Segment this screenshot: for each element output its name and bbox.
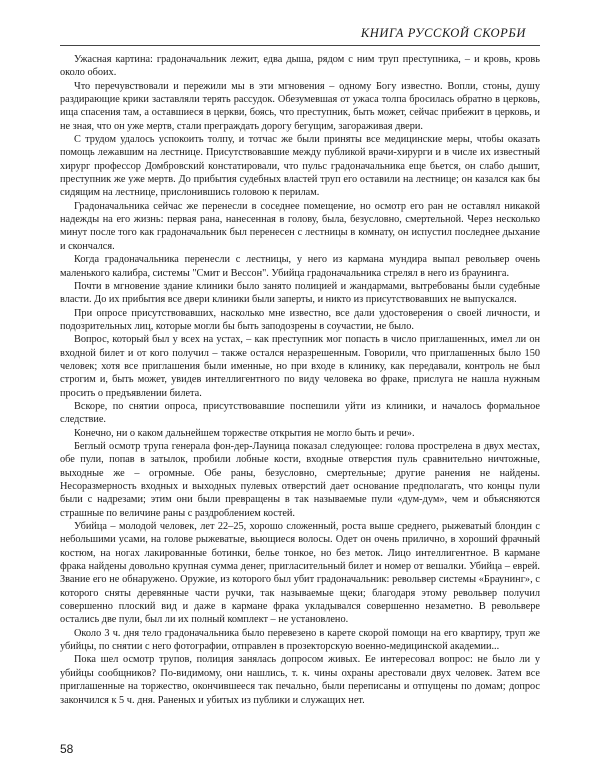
paragraph: Вскоре, по снятии опроса, присутствовавшие поспешили уйти из клиники, и началось формальное следствие.: [60, 400, 540, 426]
paragraph: Градоначальника сейчас же перенесли в соседнее помещение, но осмотр его ран не оставлял никакой надежды на его жизнь: первая рана, нанесенная в голову, была, безусловно, смертельной. Через несколько минут после того как градоначальник был перенесен с лестницы в комнату, он испустил последнее дыхание и скончался.: [60, 200, 540, 252]
paragraph: Вопрос, который был у всех на устах, – как преступник мог попасть в число приглашенных, имел ли он входной билет и от кого получил – также остался неразрешенным. Говорили, что приглашенных было 150 человек; хотя все приглашения были именные, но при входе в клинику, как передавали, контроль не был строгим и, быть может, увидев интеллигентного по виду человека во фраке, прислуга не нашла нужным просить о предъявлении билета.: [60, 334, 540, 399]
paragraph: Почти в мгновение здание клиники было занято полицией и жандармами, вытребованы были судебные власти. До их прибытия все двери клиники были заперты, и никто из присутствовавших не выпускался.: [60, 280, 540, 306]
paragraph: Что перечувствовали и пережили мы в эти мгновения – одному Богу известно. Вопли, стоны, душу раздирающие крики заставляли терять рассудок. Обезумевшая от ужаса толпа бросилась обратно в церковь, ища спасения там, а оставшиеся в церкви, боясь, что преступник, быть может, сейчас прибежит в церковь, и не зная, что он уже мертв, стали преграждать дорогу бегущим, загораживая двери.: [60, 80, 540, 132]
paragraph: Конечно, ни о каком дальнейшем торжестве открытия не могло быть и речи».: [74, 427, 415, 439]
body-text: [60, 53, 540, 707]
paragraph: Пока шел осмотр трупов, полиция занялась допросом живых. Ее интересовал вопрос: не было ли у убийцы сообщников? По-видимому, они нашлись, т. к. чины охраны арестовали двух человек. Затем все приглашенные на торжество, окончившееся так печально, были переписаны и отпущены по домам; допрос закончился к 5 ч. дня. Раненых и убитых из публики и служащих нет.: [60, 654, 540, 706]
paragraph: Около 3 ч. дня тело градоначальника было перевезено в карете скорой помощи на его квартиру, труп же убийцы, по снятии с него фотографии, отправлен в прозекторскую военно-медицинской академии...: [60, 627, 540, 653]
page-number: 58: [60, 742, 74, 756]
header-rule: [60, 45, 540, 46]
paragraph: При опросе присутствовавших, насколько мне известно, все дали удостоверения о своей личности, и подозрительных лиц, которые могли бы быть заподозрены в соучастии, не было.: [60, 307, 540, 332]
page-header: [60, 22, 540, 46]
paragraph: Беглый осмотр трупа генерала фон-дер-Лауница показал следующее: голова прострелена в двух местах, обе пули, попав в затылок, пробили лобные кости, входные отверстия пуль сравнительно ничтожные, выходные же – огромные. Обе раны, безусловно, смертельные; другие ранения не найдены. Несоразмерность входных и выходных пулевых отверстий дает основание предполагать, что концы пули были с надрезами; этим они были превращены в так называемые пули «дум-дум», чем и объясняются страшные по величине раны с раздроблением костей.: [60, 440, 540, 519]
paragraph: Когда градоначальника перенесли с лестницы, у него из кармана мундира выпал револьвер очень маленького калибра, системы "Смит и Вессон". Убийца градоначальника стрелял в него из браунинга.: [60, 254, 540, 279]
paragraph: Ужасная картина: градоначальник лежит, едва дыша, рядом с ним труп преступника, – и кровь, кровь около обоих.: [60, 54, 540, 79]
running-head-title: КНИГА РУССКОЙ СКОРБИ: [360, 26, 526, 40]
paragraph: С трудом удалось успокоить толпу, и тотчас же были приняты все медицинские меры, чтобы оказать помощь лежавшим на лестнице. Присутствовавшие между публикой врачи-хирурги и в числе их известный хирург профессор Домбровский констатировали, что пульс градоначальника еще бьется, он слабо дышит, преступник же уже мертв. До прибытия судебных властей труп его оставили на лестнице; он казался как бы сидящим на лестнице, прислонившись головою к перилам.: [60, 134, 540, 199]
paragraph: Убийца – молодой человек, лет 22–25, хорошо сложенный, роста выше среднего, рыжеватый блондин с небольшими усами, на голове рыжеватые, вьющиеся волосы. Одет он очень прилично, в хороший фрачный костюм, на ногах лакированные ботинки, белье тонкое, но без меток. Лицо интеллигентное. В кармане фрака найдены довольно крупная сумма денег, пригласительный билет и номер от вешалки. Убийца – еврей. Звание его не обнаружено. Оружие, из которого был убит градоначальник: револьвер системы «Браунинг», с которого сняты деревянные части ручки, так называемые щеки; благодаря этому револьвер получил совершенно плоский вид и даже в кармане фрака укладывался совершенно незаметно. В револьвере остались две пули, был ли их полный комплект – не установлено.: [60, 521, 540, 626]
